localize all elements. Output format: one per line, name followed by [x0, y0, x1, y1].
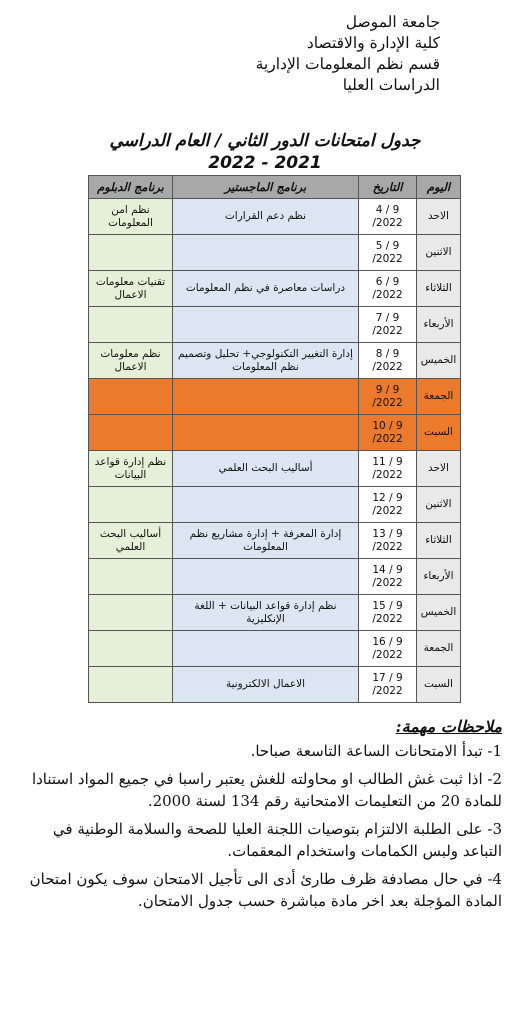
day-cell: الخميس [417, 595, 461, 631]
diploma-course-cell [89, 415, 173, 451]
diploma-course-cell: نظم معلومات الاعمال [89, 343, 173, 379]
master-course-cell: إدارة التغيير التكنولوجي+ تحليل وتصميم نظم المعلومات [173, 343, 359, 379]
studies-name: الدراسات العليا [342, 76, 440, 94]
master-course-cell [173, 235, 359, 271]
day-cell: الاحد [417, 451, 461, 487]
day-cell: الاحد [417, 199, 461, 235]
note-item: 4- في حال مصادفة ظرف طارئ أدى الى تأجيل الامتحان سوف يكون امتحان المادة المؤجلة بعد اخر مادة مباشرة حسب جدول الامتحان. [29, 870, 502, 910]
day-cell: الاثنين [417, 235, 461, 271]
date-cell: 9 / 4 2022/ [359, 199, 417, 235]
department-name: قسم نظم المعلومات الإدارية [255, 55, 440, 73]
table-row [89, 523, 461, 559]
diploma-course-cell: نظم إدارة قواعد البيانات [89, 451, 173, 487]
diploma-course-cell: تقنيات معلومات الاعمال [89, 271, 173, 307]
master-course-cell [173, 487, 359, 523]
diploma-course-cell [89, 379, 173, 415]
master-course-cell: الاعمال الالكترونية [173, 667, 359, 703]
document-header [150, 12, 440, 96]
date-cell: 9 / 7 2022/ [359, 307, 417, 343]
day-cell: الخميس [417, 343, 461, 379]
master-course-cell: أساليب البحث العلمي [173, 451, 359, 487]
day-cell: الجمعة [417, 631, 461, 667]
date-cell: 9 / 9 2022/ [359, 379, 417, 415]
table-row [89, 451, 461, 487]
exam-schedule-table [88, 175, 461, 703]
table-row [89, 667, 461, 703]
diploma-course-cell [89, 595, 173, 631]
day-cell: الأربعاء [417, 559, 461, 595]
day-cell: السبت [417, 667, 461, 703]
diploma-course-cell [89, 307, 173, 343]
master-course-cell: دراسات معاصرة في نظم المعلومات [173, 271, 359, 307]
date-cell: 9 / 6 2022/ [359, 271, 417, 307]
master-course-cell [173, 415, 359, 451]
date-cell: 9 / 16 2022/ [359, 631, 417, 667]
date-cell: 9 / 14 2022/ [359, 559, 417, 595]
table-row [89, 235, 461, 271]
date-cell: 9 / 11 2022/ [359, 451, 417, 487]
master-course-cell [173, 307, 359, 343]
header-master: برنامج الماجستير [173, 176, 359, 199]
note-item: 2- اذا ثبت غش الطالب او محاولته للغش يعتبر راسبا في جميع المواد استنادا للمادة 20 من التعليمات الامتحانية رقم 134 لسنة 2000. [31, 770, 502, 810]
table-row [89, 343, 461, 379]
master-course-cell: نظم إدارة قواعد البيانات + اللغة الإنكليزية [173, 595, 359, 631]
diploma-course-cell: أساليب البحث العلمي [89, 523, 173, 559]
table-header-row [89, 176, 461, 199]
master-course-cell: إدارة المعرفة + إدارة مشاريع نظم المعلومات [173, 523, 359, 559]
date-cell: 9 / 13 2022/ [359, 523, 417, 559]
university-name: جامعة الموصل [345, 13, 440, 31]
header-diploma: برنامج الدبلوم [89, 176, 173, 199]
header-date: التاريخ [359, 176, 417, 199]
master-course-cell [173, 379, 359, 415]
diploma-course-cell [89, 235, 173, 271]
table-row [89, 595, 461, 631]
schedule-year: 2022 - 2021 [208, 153, 322, 173]
master-course-cell: نظم دعم القرارات [173, 199, 359, 235]
notes-list [24, 740, 502, 912]
diploma-course-cell [89, 487, 173, 523]
schedule-title: جدول امتحانات الدور الثاني / العام الدراسي [109, 131, 421, 151]
date-cell: 9 / 17 2022/ [359, 667, 417, 703]
table-row [89, 379, 461, 415]
day-cell: الاثنين [417, 487, 461, 523]
header-day: اليوم [417, 176, 461, 199]
note-item: 1- تبدأ الامتحانات الساعة التاسعة صباحا. [250, 742, 502, 760]
diploma-course-cell [89, 631, 173, 667]
table-row [89, 559, 461, 595]
day-cell: السبت [417, 415, 461, 451]
notes-title: ملاحظات مهمة: [395, 717, 502, 736]
diploma-course-cell [89, 667, 173, 703]
date-cell: 9 / 5 2022/ [359, 235, 417, 271]
diploma-course-cell: نظم امن المعلومات [89, 199, 173, 235]
master-course-cell [173, 631, 359, 667]
day-cell: الثلاثاء [417, 271, 461, 307]
date-cell: 9 / 10 2022/ [359, 415, 417, 451]
day-cell: الجمعة [417, 379, 461, 415]
master-course-cell [173, 559, 359, 595]
date-cell: 9 / 12 2022/ [359, 487, 417, 523]
table-row [89, 487, 461, 523]
note-item: 3- على الطلبة الالتزام بتوصيات اللجنة العليا للصحة والسلامة الوطنية في التباعد ولبس الكمامات واستخدام المعقمات. [52, 820, 502, 860]
day-cell: الثلاثاء [417, 523, 461, 559]
notes-section [24, 717, 502, 918]
date-cell: 9 / 15 2022/ [359, 595, 417, 631]
college-name: كلية الإدارة والاقتصاد [306, 34, 440, 52]
table-row [89, 631, 461, 667]
table-row [89, 199, 461, 235]
table-row [89, 271, 461, 307]
table-body [89, 199, 461, 703]
table-row [89, 307, 461, 343]
diploma-course-cell [89, 559, 173, 595]
day-cell: الأربعاء [417, 307, 461, 343]
date-cell: 9 / 8 2022/ [359, 343, 417, 379]
table-row [89, 415, 461, 451]
